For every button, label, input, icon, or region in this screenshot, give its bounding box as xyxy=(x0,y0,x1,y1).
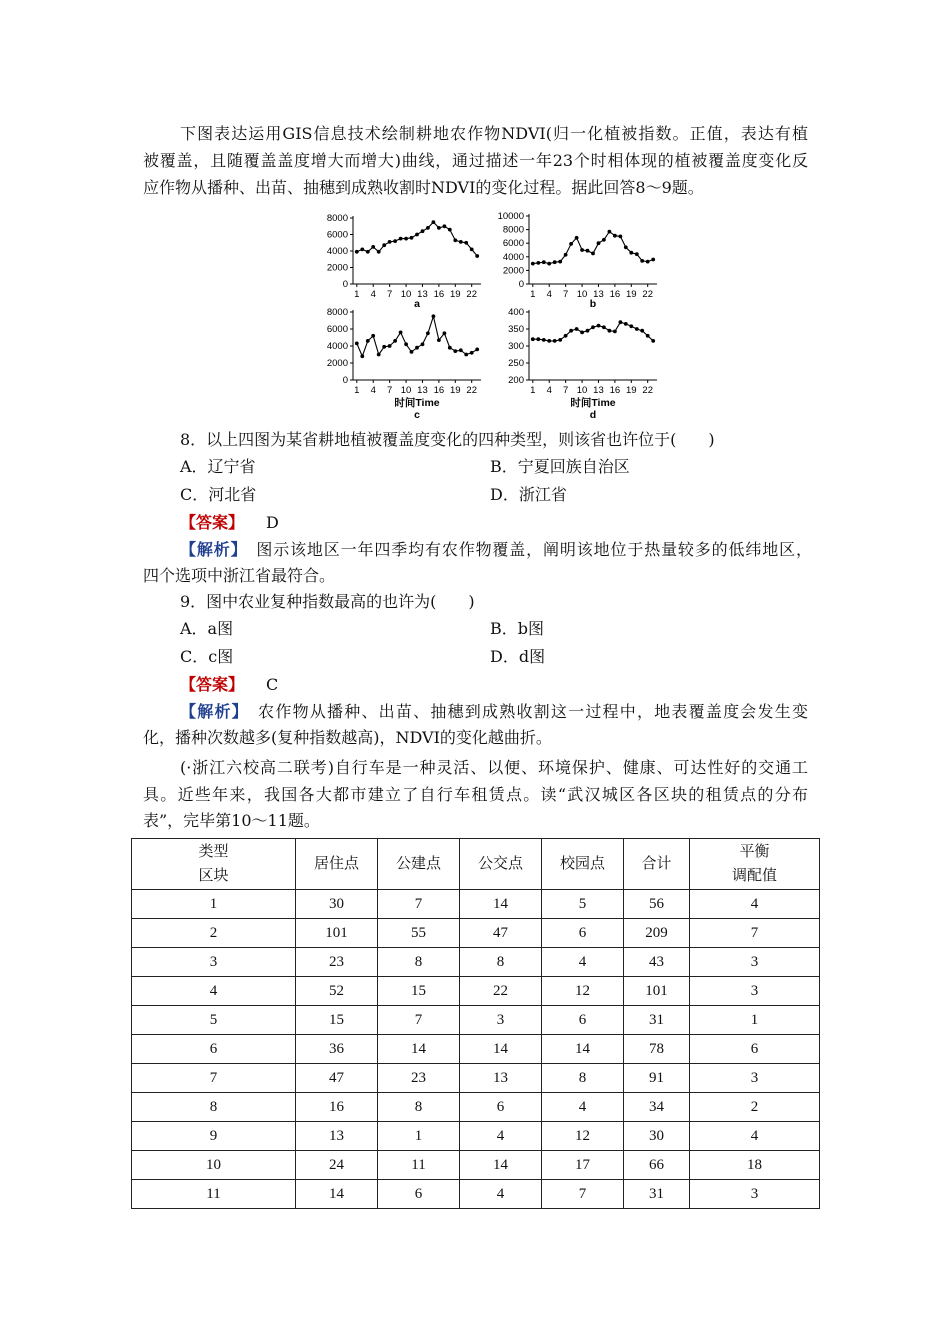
data-point xyxy=(564,334,568,338)
data-point xyxy=(371,245,375,249)
table-cell: 17 xyxy=(542,1151,624,1180)
y-tick-label: 4000 xyxy=(502,251,524,263)
data-point xyxy=(437,338,441,342)
table-cell: 3 xyxy=(132,948,296,977)
data-point xyxy=(443,331,447,335)
table-row xyxy=(132,1035,820,1064)
table-cell: 3 xyxy=(690,1064,820,1093)
data-point xyxy=(564,253,568,257)
y-tick-label: 4000 xyxy=(326,341,348,352)
data-point xyxy=(459,348,463,352)
table-cell: 34 xyxy=(624,1093,690,1122)
table-cell: 52 xyxy=(296,977,378,1006)
table-cell: 14 xyxy=(378,1035,460,1064)
q9-option-a: A．a图 xyxy=(180,619,234,638)
x-tick-label: 4 xyxy=(546,289,552,300)
table-cell: 3 xyxy=(460,1006,542,1035)
data-point xyxy=(475,348,479,352)
table-row xyxy=(132,1180,820,1209)
data-point xyxy=(553,260,557,264)
table-cell: 15 xyxy=(378,977,460,1006)
y-tick-label: 10000 xyxy=(497,211,524,222)
table-cell: 36 xyxy=(296,1035,378,1064)
table-cell: 1 xyxy=(690,1006,820,1035)
table-cell: 3 xyxy=(690,948,820,977)
intro-line-2: 被覆盖，且随覆盖盖度增大而增大)曲线，通过描述一年23个时相体现的植被覆盖度变化反 xyxy=(143,151,808,170)
column-header: 合计 xyxy=(624,839,690,890)
q8-option-d: D．浙江省 xyxy=(490,485,567,504)
table-cell: 7 xyxy=(132,1064,296,1093)
y-tick-label: 300 xyxy=(508,341,524,352)
table-cell: 12 xyxy=(542,1122,624,1151)
intro-line-3: 应作物从播种、出苗、抽穗到成熟收割时NDVI的变化过程。据此回答8～9题。 xyxy=(143,178,704,197)
table-cell: 30 xyxy=(624,1122,690,1151)
table-cell: 13 xyxy=(460,1064,542,1093)
y-tick-label: 0 xyxy=(342,279,348,290)
intro-line-1: 下图表达运用GIS信息技术绘制耕地农作物NDVI(归一化植被指数。正值，表达有植 xyxy=(180,124,808,143)
x-axis-title: 时间Time xyxy=(570,397,616,409)
table-cell: 10 xyxy=(132,1151,296,1180)
table-cell: 1 xyxy=(378,1122,460,1151)
q9-answer-line xyxy=(180,672,278,698)
x-tick-label: 1 xyxy=(530,289,536,300)
y-tick-label: 0 xyxy=(342,375,348,386)
q8-option-a: A．辽宁省 xyxy=(180,457,256,476)
x-tick-label: 16 xyxy=(609,289,621,300)
x-tick-label: 4 xyxy=(370,385,376,396)
table-cell: 1 xyxy=(132,890,296,919)
data-point xyxy=(432,220,436,224)
x-tick-label: 19 xyxy=(626,289,637,300)
data-point xyxy=(591,252,595,256)
data-point xyxy=(432,314,436,318)
data-point xyxy=(635,252,639,256)
passage2-line-2: 具。近些年来，我国各大都市建立了自行车租赁点。读“武汉城区各区块的租赁点的分布 xyxy=(143,785,808,804)
table-cell: 13 xyxy=(296,1122,378,1151)
table-row xyxy=(132,977,820,1006)
data-point xyxy=(651,339,655,343)
data-point xyxy=(470,248,474,252)
table-cell: 14 xyxy=(296,1180,378,1209)
y-tick-label: 6000 xyxy=(502,238,524,250)
data-point xyxy=(464,353,468,357)
data-point xyxy=(355,250,359,254)
data-point xyxy=(586,249,590,253)
x-tick-label: 16 xyxy=(609,385,621,396)
data-point xyxy=(569,329,573,333)
table-cell: 14 xyxy=(460,1035,542,1064)
data-point xyxy=(360,248,364,252)
q9-analysis-text-1: 农作物从播种、出苗、抽穗到成熟收割这一过程中，地表覆盖度会发生变 xyxy=(258,702,808,721)
x-tick-label: 13 xyxy=(593,289,604,300)
q8-option-b: B．宁夏回族自治区 xyxy=(490,457,630,476)
data-point xyxy=(443,224,447,228)
table-row xyxy=(132,1006,820,1035)
table-cell: 15 xyxy=(296,1006,378,1035)
x-tick-label: 13 xyxy=(417,385,428,396)
balance-header-top: 平衡 xyxy=(739,844,770,860)
column-header: 公建点 xyxy=(378,839,460,890)
x-tick-label: 7 xyxy=(563,385,569,396)
y-tick-label: 6000 xyxy=(326,324,348,335)
y-tick-label: 2000 xyxy=(502,265,524,277)
x-tick-label: 22 xyxy=(642,289,653,300)
table-cell: 47 xyxy=(296,1064,378,1093)
data-point xyxy=(558,260,562,264)
y-tick-label: 4000 xyxy=(326,246,348,257)
table-row xyxy=(132,1151,820,1180)
q9-analysis-line-2: 化，播种次数越多(复种指数越高)，NDVI的变化越曲折。 xyxy=(143,728,552,747)
table-cell: 5 xyxy=(132,1006,296,1035)
table-cell: 8 xyxy=(378,948,460,977)
q9-answer-value: C xyxy=(266,675,279,694)
table-row xyxy=(132,1064,820,1093)
y-tick-label: 6000 xyxy=(326,229,348,241)
table-cell: 4 xyxy=(132,977,296,1006)
data-point xyxy=(437,226,441,230)
q8-analysis-line-1 xyxy=(180,537,812,563)
y-tick-label: 400 xyxy=(508,307,524,318)
table-cell: 4 xyxy=(460,1180,542,1209)
data-point xyxy=(470,351,474,355)
table-cell: 78 xyxy=(624,1035,690,1064)
table-cell: 31 xyxy=(624,1006,690,1035)
data-point xyxy=(575,236,579,240)
table-cell: 8 xyxy=(132,1093,296,1122)
data-point xyxy=(475,254,479,258)
data-point xyxy=(542,260,546,264)
table-cell: 56 xyxy=(624,890,690,919)
q9-stem: 9．图中农业复种指数最高的也许为( ) xyxy=(180,592,475,611)
x-tick-label: 19 xyxy=(450,289,461,300)
data-point xyxy=(547,262,551,266)
data-point xyxy=(453,349,457,353)
table-cell: 14 xyxy=(542,1035,624,1064)
data-point xyxy=(619,235,623,239)
x-tick-label: 13 xyxy=(417,289,428,300)
table-cell: 3 xyxy=(690,1180,820,1209)
data-point xyxy=(415,233,419,237)
q8-stem: 8．以上四图为某省耕地植被覆盖度变化的四种类型，则该省也许位于( ) xyxy=(180,430,715,449)
table-cell: 91 xyxy=(624,1064,690,1093)
data-point xyxy=(646,334,650,338)
table-cell: 4 xyxy=(690,1122,820,1151)
data-point xyxy=(426,331,430,335)
table-row xyxy=(132,919,820,948)
data-point xyxy=(399,331,403,335)
data-point xyxy=(580,331,584,335)
data-point xyxy=(360,354,364,358)
table-cell: 12 xyxy=(542,977,624,1006)
table-cell: 14 xyxy=(460,1151,542,1180)
series-line xyxy=(533,322,653,341)
table-cell: 31 xyxy=(624,1180,690,1209)
table-cell: 2 xyxy=(690,1093,820,1122)
corner-header-block: 区块 xyxy=(198,868,229,884)
column-header: 公交点 xyxy=(460,839,542,890)
data-point xyxy=(553,339,557,343)
panel-label: b xyxy=(589,298,597,310)
table-body xyxy=(132,890,820,1209)
data-point xyxy=(453,238,457,242)
panel-label: a xyxy=(414,298,420,310)
data-point xyxy=(629,251,633,255)
data-point xyxy=(575,327,579,331)
data-point xyxy=(399,237,403,241)
data-point xyxy=(586,329,590,333)
data-point xyxy=(640,259,644,263)
data-point xyxy=(602,325,606,329)
x-tick-label: 1 xyxy=(530,385,536,396)
data-point xyxy=(613,330,617,334)
data-point xyxy=(393,339,397,343)
x-tick-label: 22 xyxy=(466,289,477,300)
data-point xyxy=(597,241,601,245)
rental-points-table xyxy=(131,838,820,1209)
column-header: 居住点 xyxy=(296,839,378,890)
table-cell: 47 xyxy=(460,919,542,948)
table-cell: 6 xyxy=(378,1180,460,1209)
data-point xyxy=(355,342,359,346)
series-line xyxy=(357,222,477,256)
q8-analysis-text-1: 图示该地区一年四季均有农作物覆盖，阐明该地位于热量较多的低纬地区， xyxy=(256,540,812,559)
data-point xyxy=(646,260,650,264)
analysis-tag: 【解析】 xyxy=(180,540,240,559)
data-point xyxy=(377,250,381,254)
y-tick-label: 8000 xyxy=(326,213,348,224)
q8-answer-value: D xyxy=(266,513,279,532)
answer-tag: 【答案】 xyxy=(180,675,245,694)
table-header-row xyxy=(132,839,820,890)
corner-header-type: 类型 xyxy=(198,844,229,860)
x-tick-label: 16 xyxy=(433,385,445,396)
x-tick-label: 22 xyxy=(466,385,477,396)
table-cell: 11 xyxy=(132,1180,296,1209)
x-tick-label: 16 xyxy=(433,289,445,300)
table-cell: 18 xyxy=(690,1151,820,1180)
table-cell: 4 xyxy=(690,890,820,919)
data-point xyxy=(371,334,375,338)
data-point xyxy=(388,344,392,348)
data-point xyxy=(377,353,381,357)
passage2-line-3: 表”，完毕第10～11题。 xyxy=(143,811,320,830)
table-cell: 6 xyxy=(690,1035,820,1064)
table-cell: 43 xyxy=(624,948,690,977)
analysis-tag: 【解析】 xyxy=(180,702,241,721)
data-point xyxy=(415,346,419,350)
data-point xyxy=(536,337,540,341)
table-cell: 6 xyxy=(460,1093,542,1122)
data-point xyxy=(602,238,606,242)
table-row xyxy=(132,890,820,919)
x-tick-label: 7 xyxy=(387,289,393,300)
table-cell: 4 xyxy=(542,1093,624,1122)
panel-label: c xyxy=(414,409,420,421)
answer-tag: 【答案】 xyxy=(180,513,245,532)
table-cell: 24 xyxy=(296,1151,378,1180)
y-tick-label: 0 xyxy=(518,279,524,290)
y-tick-label: 2000 xyxy=(326,262,348,274)
data-point xyxy=(558,338,562,342)
column-header: 校园点 xyxy=(542,839,624,890)
passage2-line-1: (·浙江六校高二联考)自行车是一种灵活、以便、环境保护、健康、可达性好的交通工 xyxy=(180,758,808,777)
table-row xyxy=(132,948,820,977)
balance-header-bottom: 调配值 xyxy=(731,868,777,884)
table-cell: 7 xyxy=(542,1180,624,1209)
data-point xyxy=(404,342,408,346)
x-tick-label: 1 xyxy=(354,385,360,396)
series-line xyxy=(533,232,653,264)
table-cell: 11 xyxy=(378,1151,460,1180)
table-cell: 16 xyxy=(296,1093,378,1122)
y-tick-label: 250 xyxy=(508,358,524,369)
table-cell: 7 xyxy=(378,890,460,919)
y-tick-label: 8000 xyxy=(502,224,524,236)
x-axis-title: 时间Time xyxy=(394,397,440,409)
table-cell: 8 xyxy=(460,948,542,977)
data-point xyxy=(382,243,386,247)
data-point xyxy=(580,248,584,252)
data-point xyxy=(547,339,551,343)
data-point xyxy=(542,338,546,342)
data-point xyxy=(536,261,540,265)
x-tick-label: 19 xyxy=(450,385,461,396)
data-point xyxy=(393,239,397,243)
x-tick-label: 22 xyxy=(642,385,653,396)
x-tick-label: 13 xyxy=(593,385,604,396)
data-point xyxy=(629,324,633,328)
q8-option-c: C．河北省 xyxy=(180,485,257,504)
data-point xyxy=(640,329,644,333)
x-tick-label: 1 xyxy=(354,289,360,300)
table-cell: 23 xyxy=(378,1064,460,1093)
data-point xyxy=(635,327,639,331)
corner-header-cell xyxy=(132,839,296,890)
y-tick-label: 2000 xyxy=(326,358,348,369)
data-point xyxy=(597,324,601,328)
data-point xyxy=(366,250,370,254)
table-cell: 14 xyxy=(460,890,542,919)
data-point xyxy=(531,337,535,341)
data-point xyxy=(388,240,392,244)
table-cell: 4 xyxy=(460,1122,542,1151)
table-cell: 8 xyxy=(378,1093,460,1122)
data-point xyxy=(382,345,386,349)
q9-option-c: C．c图 xyxy=(180,647,234,666)
q9-option-d: D．d图 xyxy=(490,647,546,666)
table-cell: 101 xyxy=(624,977,690,1006)
data-point xyxy=(410,236,414,240)
table-cell: 4 xyxy=(542,948,624,977)
table-cell: 2 xyxy=(132,919,296,948)
y-tick-label: 350 xyxy=(508,324,524,335)
data-point xyxy=(421,342,425,346)
table-cell: 7 xyxy=(690,919,820,948)
data-point xyxy=(459,240,463,244)
data-point xyxy=(404,237,408,241)
table-cell: 101 xyxy=(296,919,378,948)
data-point xyxy=(448,228,452,232)
data-point xyxy=(591,325,595,329)
q9-analysis-line-1 xyxy=(180,699,808,725)
data-point xyxy=(421,229,425,233)
data-point xyxy=(448,346,452,350)
table-cell: 55 xyxy=(378,919,460,948)
data-point xyxy=(569,242,573,246)
table-cell: 6 xyxy=(132,1035,296,1064)
table-cell: 30 xyxy=(296,890,378,919)
table-cell: 3 xyxy=(690,977,820,1006)
x-tick-label: 19 xyxy=(626,385,637,396)
table-row xyxy=(132,1093,820,1122)
q8-answer-line xyxy=(180,510,279,536)
balance-header-cell xyxy=(690,839,820,890)
x-tick-label: 4 xyxy=(546,385,552,396)
data-point xyxy=(619,320,623,324)
data-point xyxy=(531,262,535,266)
data-point xyxy=(651,258,655,262)
table-row xyxy=(132,1122,820,1151)
x-tick-label: 7 xyxy=(563,289,569,300)
table-cell: 6 xyxy=(542,1006,624,1035)
x-tick-label: 7 xyxy=(387,385,393,396)
q8-analysis-line-2: 四个选项中浙江省最符合。 xyxy=(143,566,336,585)
table-cell: 8 xyxy=(542,1064,624,1093)
table-cell: 66 xyxy=(624,1151,690,1180)
y-tick-label: 8000 xyxy=(326,307,348,318)
ndvi-charts xyxy=(318,210,668,422)
x-tick-label: 10 xyxy=(576,385,588,396)
data-point xyxy=(464,241,468,245)
table-cell: 23 xyxy=(296,948,378,977)
table-cell: 9 xyxy=(132,1122,296,1151)
table-cell: 5 xyxy=(542,890,624,919)
data-point xyxy=(366,339,370,343)
x-tick-label: 10 xyxy=(400,385,412,396)
q9-option-b: B．b图 xyxy=(490,619,545,638)
data-point xyxy=(608,329,612,333)
data-point xyxy=(410,350,414,354)
data-point xyxy=(624,322,628,326)
data-point xyxy=(608,230,612,234)
table-cell: 7 xyxy=(378,1006,460,1035)
panel-label: d xyxy=(589,409,597,421)
data-point xyxy=(613,234,617,238)
table-cell: 22 xyxy=(460,977,542,1006)
y-tick-label: 200 xyxy=(508,375,524,386)
x-tick-label: 4 xyxy=(370,289,376,300)
x-tick-label: 10 xyxy=(400,289,412,300)
table-cell: 6 xyxy=(542,919,624,948)
data-point xyxy=(624,245,628,249)
x-tick-label: 10 xyxy=(576,289,588,300)
data-point xyxy=(426,226,430,230)
table-cell: 209 xyxy=(624,919,690,948)
